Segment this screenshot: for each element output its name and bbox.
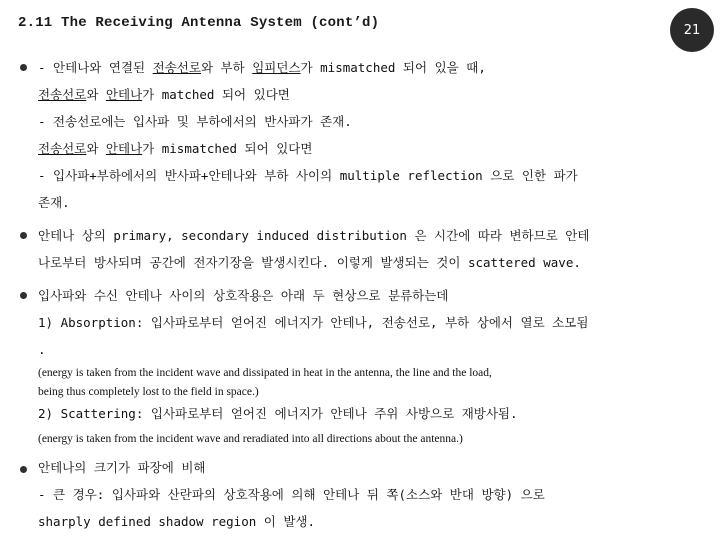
text-segment: - 안테나와 연결된 (38, 60, 153, 75)
bullet-3-line-1: 입사파와 수신 안테나 사이의 상호작용은 아래 두 현상으로 분류하는데 (38, 288, 449, 303)
text-segment: 가 mismatched 되어 있다면 (142, 141, 313, 156)
bullet-3-note-3: (energy is taken from the incident wave and reradiated into all directions about the antenna.) (38, 433, 463, 445)
bullet-dot (20, 466, 27, 473)
page-number: 21 (683, 22, 701, 38)
bullet-1-line-3: - 전송선로에는 입사파 및 부하에서의 반사파가 존재. (38, 114, 352, 129)
text-segment: 가 matched 되어 있다면 (142, 87, 290, 102)
bullet-1-line-4 (38, 141, 312, 157)
bullet-4-line-3: sharply defined shadow region 이 발생. (38, 514, 316, 529)
bullet-1-line-6: 존재. (38, 195, 70, 210)
underlined-term: 임피던스 (252, 60, 301, 75)
underlined-term: 안테나 (105, 87, 143, 102)
bullet-1-line-5: - 입사파+부하에서의 반사파+안테나와 부하 사이의 multiple reflection 으로 인한 파가 (38, 168, 578, 183)
underlined-term: 전송선로 (38, 141, 87, 156)
page-number-badge (670, 8, 714, 52)
bullet-3-line-3: . (38, 342, 46, 357)
slide-title: 2.11 The Receiving Antenna System (cont’d) (18, 15, 380, 31)
bullet-4-line-1: 안테나의 크기가 파장에 비해 (38, 460, 206, 475)
bullet-3-line-6: 2) Scattering: 입사파로부터 얻어진 에너지가 안테나 주위 사방으로 재방사됨. (38, 406, 518, 421)
bullet-2-line-1: 안테나 상의 primary, secondary induced distribution 은 시간에 따라 변하므로 안테 (38, 228, 590, 243)
underlined-term: 전송선로 (38, 87, 87, 102)
bullet-2-line-2: 나로부터 방사되며 공간에 전자기장을 발생시킨다. 이렇게 발생되는 것이 scattered wave. (38, 255, 581, 270)
underlined-term: 전송선로 (152, 60, 201, 75)
bullet-dot (20, 292, 27, 299)
text-segment: 와 (86, 87, 106, 102)
bullet-1-line-1 (38, 60, 486, 76)
text-segment: 가 mismatched 되어 있을 때, (300, 60, 486, 75)
bullet-3-note-2: being thus completely lost to the field in space.) (38, 386, 259, 398)
underlined-term: 안테나 (105, 141, 143, 156)
text-segment: 와 (86, 141, 106, 156)
text-segment: 와 부하 (200, 60, 253, 75)
bullet-dot (20, 64, 27, 71)
bullet-3-line-2: 1) Absorption: 입사파로부터 얻어진 에너지가 안테나, 전송선로, 부하 상에서 열로 소모됨 (38, 315, 589, 330)
bullet-dot (20, 232, 27, 239)
bullet-3-note-1: (energy is taken from the incident wave and dissipated in heat in the antenna, the line and the load, (38, 367, 492, 379)
bullet-4-line-2: - 큰 경우: 입사파와 산란파의 상호작용에 의해 안테나 뒤 쪽(소스와 반대 방향) 으로 (38, 487, 545, 502)
bullet-1-line-2 (38, 87, 290, 103)
